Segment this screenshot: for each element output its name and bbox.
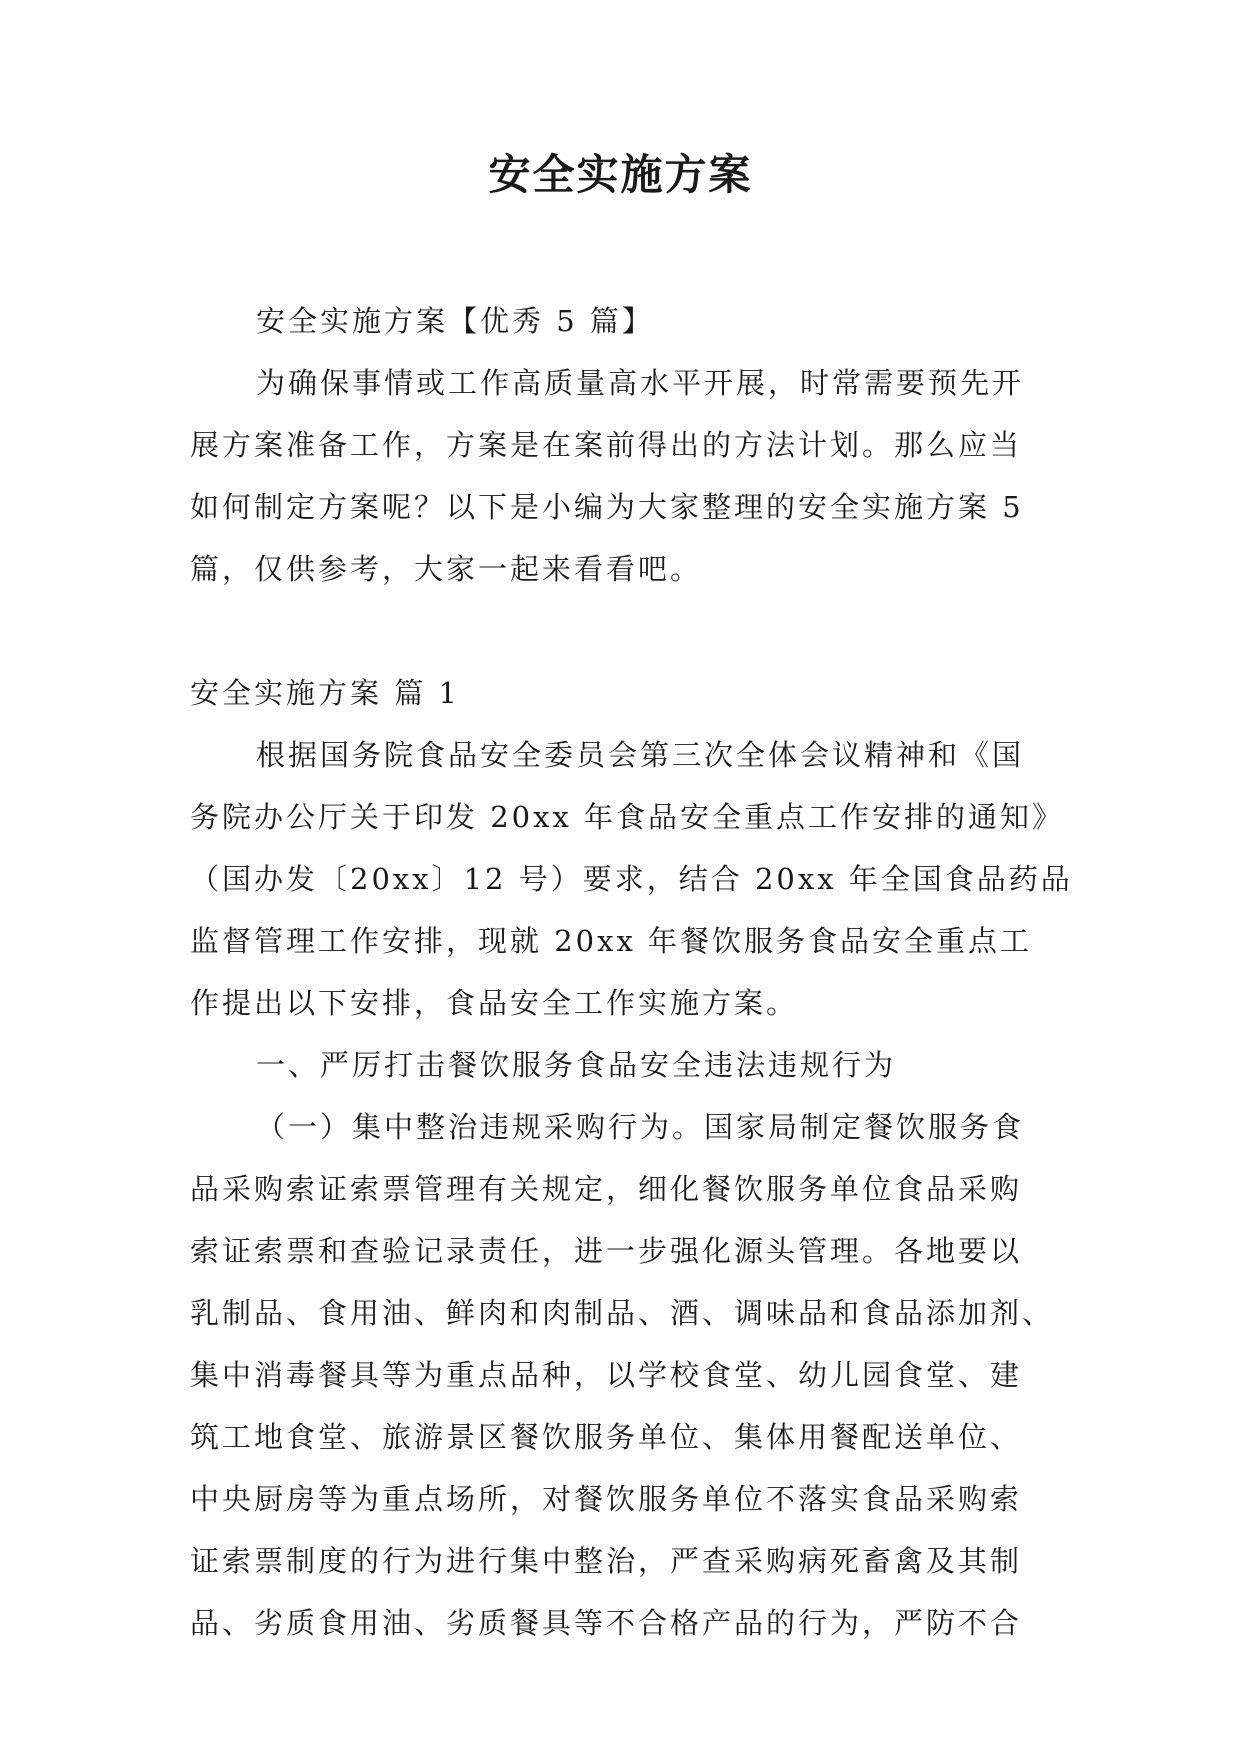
- document-subtitle: 安全实施方案【优秀 5 篇】: [256, 304, 654, 338]
- paragraph-line: 品采购索证索票管理有关规定，细化餐饮服务单位食品采购: [190, 1172, 1023, 1206]
- intro-paragraph: [190, 352, 1070, 600]
- paragraph-line: 中央厨房等为重点场所，对餐饮服务单位不落实食品采购索: [190, 1482, 1023, 1516]
- intro-line: 篇，仅供参考，大家一起来看看吧。: [190, 552, 703, 586]
- paragraph-line: 作提出以下安排，食品安全工作实施方案。: [190, 986, 799, 1020]
- document-body: [190, 290, 1073, 1654]
- paragraph-line: 务院办公厅关于印发 20xx 年食品安全重点工作安排的通知》: [190, 800, 1065, 834]
- paragraph-line: 集中消毒餐具等为重点品种，以学校食堂、幼儿园食堂、建: [190, 1358, 1023, 1392]
- paragraph-line: 索证索票和查验记录责任，进一步强化源头管理。各地要以: [190, 1234, 1023, 1268]
- section-heading: 安全实施方案 篇 1: [190, 676, 460, 710]
- paragraph-line: 筑工地食堂、旅游景区餐饮服务单位、集体用餐配送单位、: [190, 1420, 1023, 1454]
- intro-line: 为确保事情或工作高质量高水平开展，时常需要预先开: [256, 366, 1025, 400]
- paragraph-line: 根据国务院食品安全委员会第三次全体会议精神和《国: [256, 738, 1025, 772]
- section-paragraph-1: [190, 724, 1073, 1034]
- intro-line: 如何制定方案呢？以下是小编为大家整理的安全实施方案 5: [190, 490, 1024, 524]
- paragraph-line: （国办发〔20xx〕12 号）要求，结合 20xx 年全国食品药品: [190, 862, 1073, 896]
- paragraph-line: 乳制品、食用油、鲜肉和肉制品、酒、调味品和食品添加剂、: [190, 1296, 1055, 1330]
- paragraph-line: 监督管理工作安排，现就 20xx 年餐饮服务食品安全重点工: [190, 924, 1033, 958]
- paragraph-line: 证索票制度的行为进行集中整治，严查采购病死畜禽及其制: [190, 1544, 1023, 1578]
- intro-line: 展方案准备工作，方案是在案前得出的方法计划。那么应当: [190, 428, 1023, 462]
- paragraph-spacer: [190, 600, 1070, 662]
- paragraph-line: 品、劣质食用油、劣质餐具等不合格产品的行为，严防不合: [190, 1606, 1023, 1640]
- point-heading: 一、严厉打击餐饮服务食品安全违法违规行为: [256, 1048, 897, 1082]
- paragraph-line: （一）集中整治违规采购行为。国家局制定餐饮服务食: [256, 1110, 1025, 1144]
- document-title: 安全实施方案: [488, 150, 753, 199]
- section-paragraph-2: [190, 1096, 1070, 1654]
